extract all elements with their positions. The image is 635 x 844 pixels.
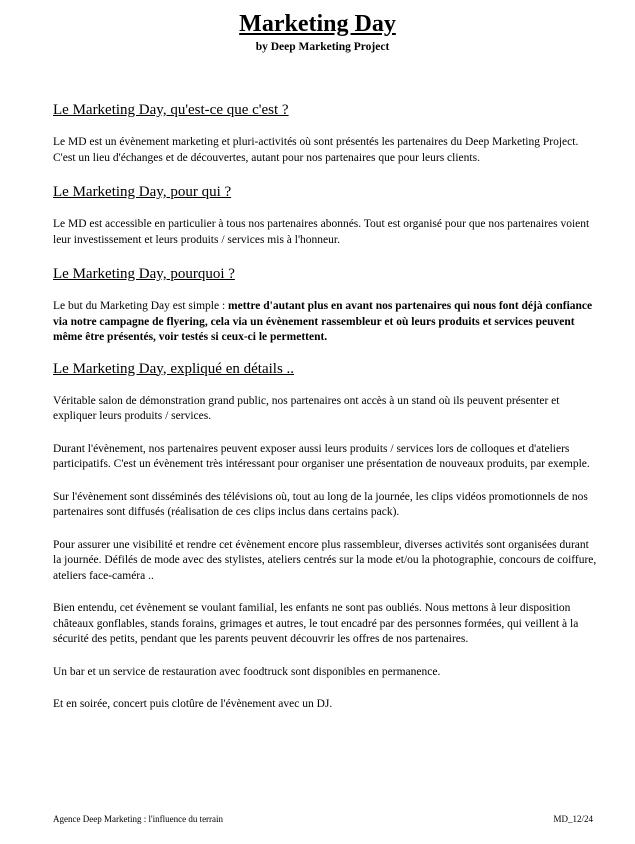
section-paragraph: Véritable salon de démonstration grand public, nos partenaires ont accès à un stand où ils peuvent présenter et expliquer leurs produits / services. bbox=[53, 394, 560, 422]
section-paragraph: Sur l'évènement sont disséminés des télévisions où, tout au long de la journée, les clips vidéos promotionnels de nos partenaires sont diffusés (réalisation de ces clips inclus dans certains pack). bbox=[53, 490, 588, 518]
section-paragraph: Bien entendu, cet évènement se voulant familial, les enfants ne sont pas oubliés. Nous mettons à leur disposition châteaux gonflables, stands forains, grimages et autres, le tout encadré par des personnes formées, qui veillent à la sécurité des petits, pendant que les parents peuvent découvrir les offres de nos partenaires. bbox=[53, 602, 579, 645]
section-heading-what: Le Marketing Day, qu'est-ce que c'est ? bbox=[53, 102, 289, 118]
section-paragraph: Et en soirée, concert puis clotûre de l'évènement avec un DJ. bbox=[53, 698, 333, 710]
section-paragraph: Le MD est un évènement marketing et pluri-activités où sont présentés les partenaires du Deep Marketing Project. C'est un lieu d'échanges et de découvertes, autant pour nos partenaires que pour leurs clients. bbox=[53, 136, 579, 164]
section-heading-why: Le Marketing Day, pourquoi ? bbox=[53, 266, 235, 282]
document-body bbox=[53, 101, 598, 713]
section-heading-who: Le Marketing Day, pour qui ? bbox=[53, 184, 232, 200]
why-intro: Le but du Marketing Day est simple : bbox=[53, 300, 229, 312]
section-heading-details: Le Marketing Day, expliqué en détails .. bbox=[53, 360, 295, 377]
footer-page-ref: MD_12/24 bbox=[553, 814, 593, 824]
document-subtitle: by Deep Marketing Project bbox=[255, 41, 390, 53]
section-paragraph: Un bar et un service de restauration avec foodtruck sont disponibles en permanence. bbox=[53, 665, 441, 678]
section-paragraph-why bbox=[53, 299, 598, 346]
why-emphasis: mettre d'autant plus en avant nos partenaires qui nous font déjà confiance via notre campagne de flyering, cela via un évènement rassembleur et où leurs produits et services peuvent même être présentés, voir testés si ceux-ci le permettent. bbox=[53, 300, 593, 343]
section-paragraph: Durant l'évènement, nos partenaires peuvent exposer aussi leurs produits / services lors de colloques et d'ateliers participatifs. C'est un évènement très intéressant pour organiser une présentation de nouveaux produits, par exemple. bbox=[53, 442, 590, 470]
section-paragraph: Le MD est accessible en particulier à tous nos partenaires abonnés. Tout est organisé pour que nos partenaires voient leur investissement et leurs produits / services mis à l'honneur. bbox=[53, 218, 590, 246]
footer-agency: Agence Deep Marketing : l'influence du terrain bbox=[53, 814, 224, 824]
document-title: Marketing Day bbox=[239, 11, 396, 37]
section-paragraph: Pour assurer une visibilité et rendre cet évènement encore plus rassembleur, diverses activités sont organisées durant la journée. Défilés de mode avec des stylistes, ateliers centrés sur la mode et/ou la photographie, concours de coiffure, ateliers face-caméra .. bbox=[53, 538, 597, 582]
